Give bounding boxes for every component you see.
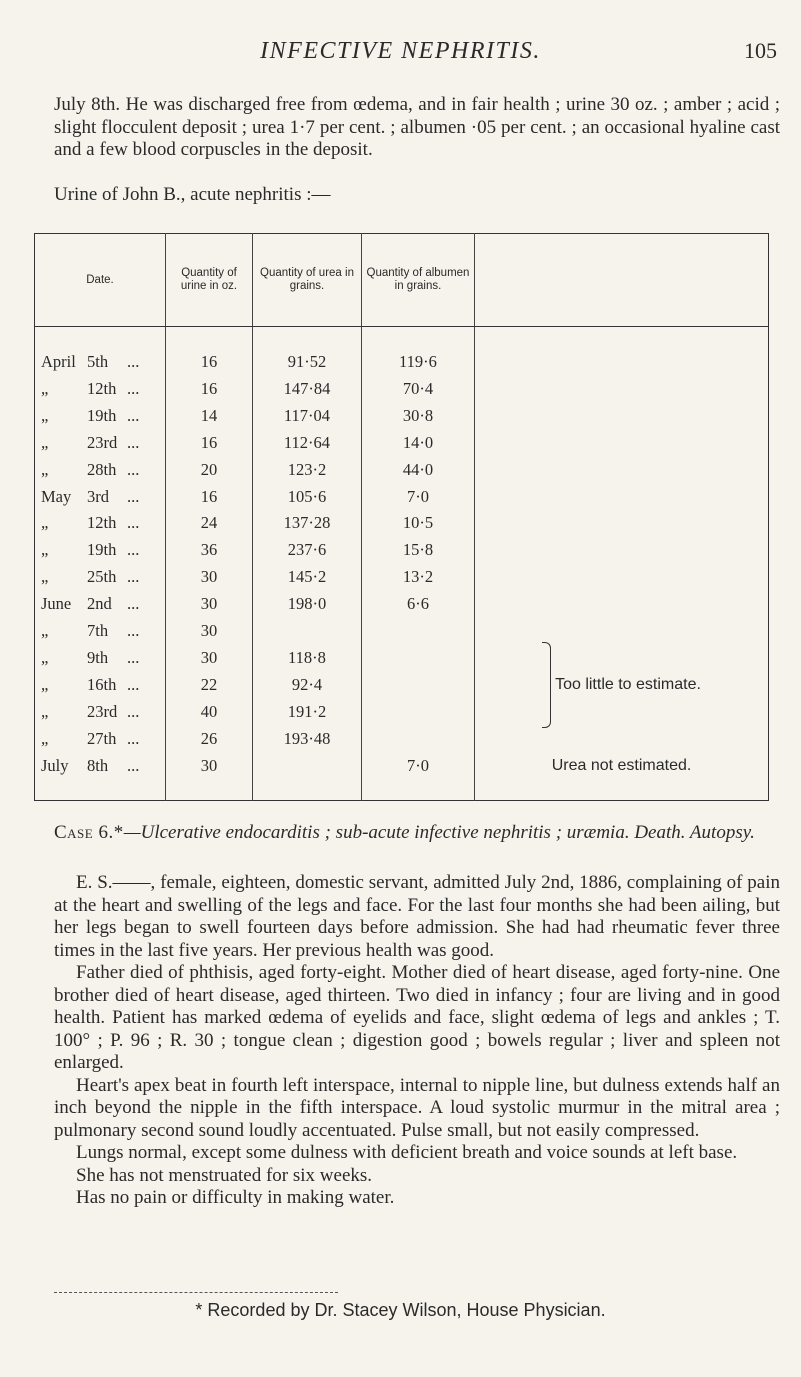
date-month: „ bbox=[41, 729, 49, 749]
cell-urine: 14 bbox=[166, 402, 253, 429]
header-remarks bbox=[475, 234, 769, 327]
cell-date bbox=[35, 617, 166, 644]
cell-remarks bbox=[475, 536, 769, 563]
cell-urea: 191·2 bbox=[253, 698, 362, 725]
cell-date bbox=[35, 590, 166, 617]
date-day: 8th bbox=[87, 756, 109, 776]
cell-albumen bbox=[362, 725, 475, 752]
header-albumen: Quantity of albumen in grains. bbox=[362, 234, 475, 327]
cell-albumen: 7·0 bbox=[362, 483, 475, 510]
table-intro: Urine of John B., acute nephritis :— bbox=[54, 184, 331, 205]
cell-urea bbox=[253, 752, 362, 779]
cell-urine: 24 bbox=[166, 510, 253, 537]
leader-dots: ... bbox=[127, 513, 140, 533]
date-month: „ bbox=[41, 540, 49, 560]
cell-urea: 118·8 bbox=[253, 644, 362, 671]
cell-remarks bbox=[475, 402, 769, 429]
cell-urine: 30 bbox=[166, 590, 253, 617]
cell-urea: 92·4 bbox=[253, 671, 362, 698]
table-row bbox=[35, 563, 769, 590]
date-day: 9th bbox=[87, 648, 109, 668]
table-row bbox=[35, 402, 769, 429]
cell-albumen bbox=[362, 644, 475, 671]
date-day: 3rd bbox=[87, 486, 109, 506]
leader-dots: ... bbox=[127, 756, 140, 776]
cell-urea: 123·2 bbox=[253, 456, 362, 483]
page-number: 105 bbox=[744, 38, 777, 63]
case-paragraph: E. S.——, female, eighteen, domestic servant, admitted July 2nd, 1886, complaining of pain at the heart and swelling of the legs and face. For the last four months she had been ailing, but her legs began to swell fourteen days before admission. She had had rheumatic fever three times in the last five years. Her previous health was good. bbox=[54, 872, 780, 961]
cell-date bbox=[35, 483, 166, 510]
case-paragraph: Lungs normal, except some dulness with deficient breath and voice sounds at left base. bbox=[76, 1142, 738, 1163]
cell-date bbox=[35, 671, 166, 698]
cell-urine: 36 bbox=[166, 536, 253, 563]
table-row bbox=[35, 510, 769, 537]
date-month: „ bbox=[41, 459, 49, 479]
note-urea-not: Urea not estimated. bbox=[475, 752, 769, 779]
cell-urea bbox=[253, 617, 362, 644]
cell-urine: 16 bbox=[166, 348, 253, 375]
leader-dots: ... bbox=[127, 459, 140, 479]
cell-remarks bbox=[475, 456, 769, 483]
case-heading bbox=[54, 822, 780, 845]
cell-albumen: 15·8 bbox=[362, 536, 475, 563]
cell-date bbox=[35, 563, 166, 590]
cell-albumen: 70·4 bbox=[362, 375, 475, 402]
cell-urea: 198·0 bbox=[253, 590, 362, 617]
table-row bbox=[35, 752, 769, 779]
header-date: Date. bbox=[35, 234, 166, 327]
date-day: 27th bbox=[87, 729, 117, 749]
leader-dots: ... bbox=[127, 729, 140, 749]
leader-dots: ... bbox=[127, 702, 140, 722]
case-paragraph: Father died of phthisis, aged forty-eight. Mother died of heart disease, aged forty-nine. One brother died of heart disease, aged thirteen. Two died in infancy ; four are living and in good health. Patient has marked œdema of eyelids and face, slight œdema of legs and ankles ; T. 100° ; P. 96 ; R. 30 ; tongue clean ; digestion good ; bowels regular ; liver and spleen not enlarged. bbox=[54, 962, 780, 1073]
leader-dots: ... bbox=[127, 432, 140, 452]
date-month: „ bbox=[41, 513, 49, 533]
cell-remarks bbox=[475, 510, 769, 537]
leader-dots: ... bbox=[127, 594, 140, 614]
cell-albumen: 6·6 bbox=[362, 590, 475, 617]
cell-urine: 30 bbox=[166, 563, 253, 590]
date-month: „ bbox=[41, 432, 49, 452]
cell-urea: 193·48 bbox=[253, 725, 362, 752]
table-row bbox=[35, 536, 769, 563]
date-month: „ bbox=[41, 405, 49, 425]
cell-albumen bbox=[362, 671, 475, 698]
intro-paragraph: July 8th. He was discharged free from œdema, and in fair health ; urine 30 oz. ; amber ; acid ; slight flocculent deposit ; urea 1·7 per cent. ; albumen ·05 per cent. ; an occasional hyaline cast and a few blood corpuscles in the deposit. bbox=[54, 94, 780, 160]
cell-date bbox=[35, 348, 166, 375]
case-paragraph: She has not menstruated for six weeks. bbox=[76, 1164, 373, 1186]
cell-date bbox=[35, 375, 166, 402]
cell-date bbox=[35, 429, 166, 456]
cell-urine: 26 bbox=[166, 725, 253, 752]
table-row bbox=[35, 456, 769, 483]
case-paragraph: Has no pain or difficulty in making water. bbox=[76, 1187, 395, 1208]
date-month: „ bbox=[41, 621, 49, 641]
date-day: 12th bbox=[87, 513, 117, 533]
cell-date bbox=[35, 536, 166, 563]
cell-remarks bbox=[475, 483, 769, 510]
cell-urine: 16 bbox=[166, 429, 253, 456]
leader-dots: ... bbox=[127, 486, 140, 506]
date-day: 7th bbox=[87, 621, 109, 641]
date-month: June bbox=[41, 594, 72, 614]
leader-dots: ... bbox=[127, 621, 140, 641]
cell-date bbox=[35, 402, 166, 429]
leader-dots: ... bbox=[127, 648, 140, 668]
cell-date bbox=[35, 644, 166, 671]
cell-albumen: 30·8 bbox=[362, 402, 475, 429]
date-day: 23rd bbox=[87, 702, 118, 722]
cell-urea: 91·52 bbox=[253, 348, 362, 375]
cell-remarks bbox=[475, 429, 769, 456]
running-title: INFECTIVE NEPHRITIS. bbox=[260, 38, 541, 64]
running-head bbox=[0, 38, 801, 68]
leader-dots: ... bbox=[127, 405, 140, 425]
table-body bbox=[35, 327, 769, 801]
cell-urea: 145·2 bbox=[253, 563, 362, 590]
date-day: 23rd bbox=[87, 432, 118, 452]
header-urea: Quantity of urea in grains. bbox=[253, 234, 362, 327]
footnote: * Recorded by Dr. Stacey Wilson, House Physician. bbox=[195, 1300, 606, 1320]
cell-urine: 30 bbox=[166, 752, 253, 779]
cell-remarks bbox=[475, 375, 769, 402]
cell-urine: 30 bbox=[166, 617, 253, 644]
case-label: Case 6.* bbox=[54, 822, 124, 843]
cell-albumen: 14·0 bbox=[362, 429, 475, 456]
date-day: 28th bbox=[87, 459, 117, 479]
table-row bbox=[35, 348, 769, 375]
table-header-row bbox=[35, 234, 769, 327]
cell-albumen: 7·0 bbox=[362, 752, 475, 779]
case-paragraph: Heart's apex beat in fourth left interspace, internal to nipple line, but dulness extends half an inch beyond the nipple in the fifth interspace. A loud systolic murmur in the mitral area ; pulmonary second sound loudly accentuated. Pulse small, but not easily compressed. bbox=[54, 1074, 780, 1141]
date-month: „ bbox=[41, 648, 49, 668]
note-too-little bbox=[475, 617, 769, 752]
case-title: —Ulcerative endocarditis ; sub-acute infective nephritis ; uræmia. Death. Autopsy. bbox=[123, 822, 755, 843]
date-month: „ bbox=[41, 702, 49, 722]
cell-remarks bbox=[475, 348, 769, 375]
brace-icon bbox=[542, 642, 551, 728]
cell-urea: 147·84 bbox=[253, 375, 362, 402]
date-month: „ bbox=[41, 567, 49, 587]
table-row bbox=[35, 375, 769, 402]
case-body bbox=[54, 872, 780, 1210]
table-row bbox=[35, 483, 769, 510]
date-month: April bbox=[41, 351, 76, 371]
cell-albumen: 10·5 bbox=[362, 510, 475, 537]
cell-urine: 16 bbox=[166, 375, 253, 402]
date-day: 25th bbox=[87, 567, 117, 587]
note-text: Too little to estimate. bbox=[555, 676, 701, 694]
table-row bbox=[35, 590, 769, 617]
cell-albumen bbox=[362, 698, 475, 725]
header-urine: Quantity of urine in oz. bbox=[166, 234, 253, 327]
cell-urea: 105·6 bbox=[253, 483, 362, 510]
date-day: 2nd bbox=[87, 594, 112, 614]
cell-date bbox=[35, 456, 166, 483]
date-day: 12th bbox=[87, 378, 117, 398]
date-day: 19th bbox=[87, 540, 117, 560]
cell-urea: 137·28 bbox=[253, 510, 362, 537]
cell-remarks bbox=[475, 563, 769, 590]
cell-remarks bbox=[475, 590, 769, 617]
footnote-divider bbox=[54, 1292, 338, 1293]
cell-urine: 22 bbox=[166, 671, 253, 698]
date-month: May bbox=[41, 486, 72, 506]
cell-date bbox=[35, 725, 166, 752]
cell-urine: 20 bbox=[166, 456, 253, 483]
leader-dots: ... bbox=[127, 378, 140, 398]
table-row bbox=[35, 617, 769, 644]
cell-urea: 117·04 bbox=[253, 402, 362, 429]
cell-albumen: 119·6 bbox=[362, 348, 475, 375]
cell-urine: 30 bbox=[166, 644, 253, 671]
cell-date bbox=[35, 510, 166, 537]
cell-date bbox=[35, 698, 166, 725]
date-day: 16th bbox=[87, 675, 117, 695]
cell-urea: 237·6 bbox=[253, 536, 362, 563]
leader-dots: ... bbox=[127, 675, 140, 695]
leader-dots: ... bbox=[127, 351, 140, 371]
date-month: „ bbox=[41, 378, 49, 398]
date-month: „ bbox=[41, 675, 49, 695]
cell-urea: 112·64 bbox=[253, 429, 362, 456]
leader-dots: ... bbox=[127, 540, 140, 560]
date-day: 19th bbox=[87, 405, 117, 425]
table-row bbox=[35, 429, 769, 456]
leader-dots: ... bbox=[127, 567, 140, 587]
urine-table bbox=[34, 233, 769, 801]
cell-albumen: 44·0 bbox=[362, 456, 475, 483]
cell-albumen bbox=[362, 617, 475, 644]
cell-date bbox=[35, 752, 166, 779]
date-day: 5th bbox=[87, 351, 109, 371]
date-month: July bbox=[41, 756, 69, 776]
cell-urine: 16 bbox=[166, 483, 253, 510]
cell-albumen: 13·2 bbox=[362, 563, 475, 590]
cell-urine: 40 bbox=[166, 698, 253, 725]
